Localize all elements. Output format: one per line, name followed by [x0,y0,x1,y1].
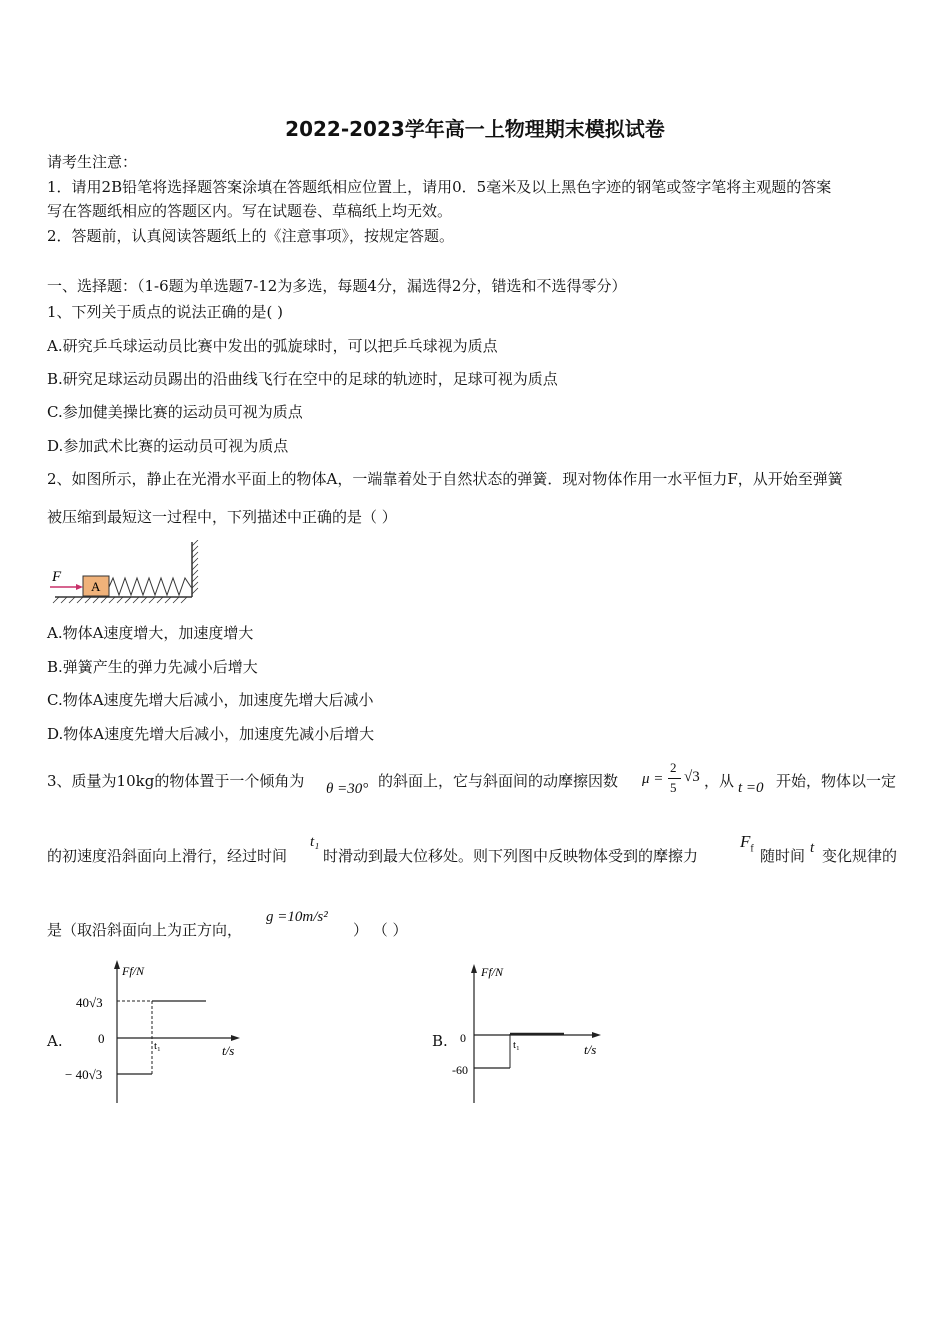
q3-line1-b: 的斜面上，它与斜面间的动摩擦因数 [378,772,619,790]
spring-diagram [45,540,205,605]
graph-a [60,958,250,1106]
q1-option-d: D.参加武术比赛的运动员可视为质点 [47,437,289,455]
q2-option-b: B.弹簧产生的弹力先减小后增大 [47,658,258,676]
graph-b-zero-label: 0 [460,1031,466,1045]
graph-a-top-label: 40√3 [76,995,103,1010]
q2-option-c: C.物体A速度先增大后减小，加速度先增大后减小 [47,691,374,709]
t-symbol: t [810,840,815,856]
q3-line3-a: 是（取沿斜面向上为正方向， [47,921,243,939]
q1-option-b: B.研究足球运动员踢出的沿曲线飞行在空中的足球的轨迹时，足球可视为质点 [47,370,558,388]
graph-a-ylabel: Ff/N [122,964,145,978]
graph-a-xlabel: t/s [222,1043,235,1058]
notice-heading: 请考生注意： [47,153,138,171]
notice-item-1b: 写在答题纸相应的答题区内。写在试题卷、草稿纸上均无效。 [47,202,453,220]
g-expression: g =10m/s² [266,909,328,925]
theta-expression: θ =30° [326,781,369,797]
ff-symbol: $F_f$ [740,832,754,855]
graph-b-t1-label: t₁ [513,1039,520,1051]
q1-stem: 1、下列关于质点的说法正确的是( ) [47,303,284,321]
graph-a-bottom-label: − 40√3 [65,1067,103,1082]
t1-symbol: t₁ [310,834,320,850]
graph-a-option: A. [47,1032,63,1050]
graph-b-ylabel: Ff/N [481,965,504,979]
q3-line2-c: 随时间 [760,847,806,865]
graph-b-option: B. [432,1032,448,1050]
graph-b-bottom-label: -60 [452,1063,468,1077]
spring [109,578,192,595]
force-label: F [52,569,62,585]
graph-a-zero-label: 0 [98,1031,105,1046]
q3-line3-b: ） （ ） [353,921,408,939]
q2-stem-line1: 2、如图所示，静止在光滑水平面上的物体A，一端靠着处于自然状态的弹簧．现对物体作用一水平恒力F，从开始至弹簧 [47,470,843,488]
q2-option-d: D.物体A速度先增大后减小，加速度先减小后增大 [47,725,375,743]
q2-stem-line2: 被压缩到最短这一过程中，下列描述中正确的是（ ） [47,508,397,526]
mu-numerator: 2 [670,760,677,775]
mu-denominator: 5 [670,780,677,795]
mu-fraction-bar [668,778,681,779]
q3-line2-d: 变化规律的 [822,847,898,865]
q1-option-c: C.参加健美操比赛的运动员可视为质点 [47,403,303,421]
mu-symbol: μ = [642,771,664,787]
graph-b [446,958,616,1106]
block-label: A [91,579,101,594]
q3-line1-a: 3、质量为10kg的物体置于一个倾角为 [47,772,305,790]
page-title: 2022-2023学年高一上物理期末模拟试卷 [285,117,665,141]
notice-item-1a: 1．请用2B铅笔将选择题答案涂填在答题纸相应位置上，请用0．5毫米及以上黑色字迹的钢笔或签字笔将主观题的答案 [47,178,832,196]
graph-b-xlabel: t/s [584,1042,597,1057]
q2-option-a: A.物体A速度增大，加速度增大 [47,624,254,642]
q3-line2-b: 时滑动到最大位移处。则下列图中反映物体受到的摩擦力 [323,847,699,865]
q1-option-a: A.研究乒乓球运动员比赛中发出的弧旋球时，可以把乒乓球视为质点 [47,337,498,355]
q3-line2-a: 的初速度沿斜面向上滑行，经过时间 [47,847,288,865]
section-heading: 一、选择题：（1-6题为单选题7-12为多选，每题4分，漏选得2分，错选和不选得零分） [47,277,627,295]
q3-line1-d: 开始，物体以一定 [776,772,897,790]
q3-line1-c: ，从 [704,772,735,790]
notice-item-2: 2．答题前，认真阅读答题纸上的《注意事项》，按规定答题。 [47,227,455,245]
t-zero: t =0 [738,780,764,796]
mu-root: √3 [684,769,700,785]
graph-a-t1-label: t₁ [154,1040,161,1052]
